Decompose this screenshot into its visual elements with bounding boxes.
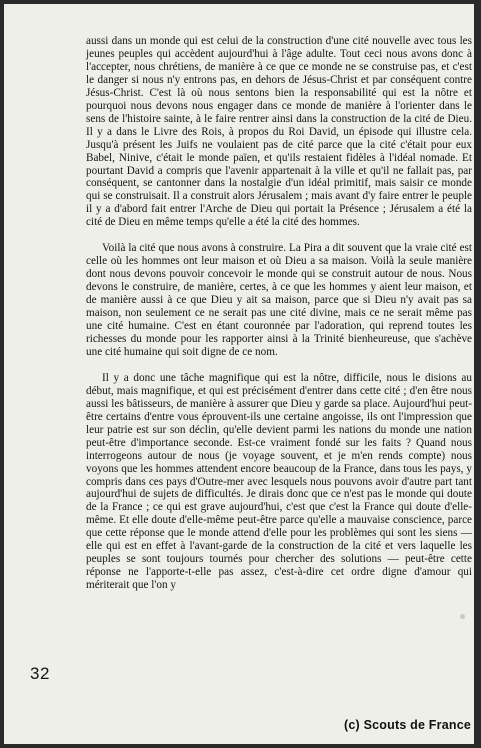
copyright-watermark: (c) Scouts de France [344, 718, 471, 732]
paragraph: aussi dans un monde qui est celui de la construction d'une cité nouvelle avec tous les jeunes peuples qui accèdent aujourd'hui à l'âge adulte. Tout ceci nous avons donc à l'accepter, nous chrétiens, de manière à ce que ce monde ne se construise pas, et c'est le danger si nous n'y entrons pas, en dehors de Jésus-Christ et par conséquent contre Jésus-Christ. C'est là où nous sentons bien la responsabilité qui est la nôtre et pourquoi nous devons nous engager dans ce monde de manière à l'orienter dans le sens de l'histoire sainte, à le faire rentrer ainsi dans la construction de la cité de Dieu. Il y a dans le Livre des Rois, à propos du Roi David, un épisode qui illustre cela. Jusqu'à présent les Juifs ne voulaient pas de cité parce que la cité c'était pour eux Babel, Ninive, c'était le monde païen, et qu'ils restaient fidèles à l'idéal nomade. Et pourtant David a compris que l'avenir appartenait à la ville et qu'il ne fallait pas, par conséquent, se cantonner dans la nostalgie d'un idéal primitif, mais saisir ce monde qui se construisait. Il a construit alors Jérusalem ; mais avant d'y faire entrer le peuple il y a d'abord fait entrer l'Arche de Dieu qui portait la Présence ; Jérusalem a été la cité de Dieu en même temps qu'elle a été la cité des hommes. [86, 35, 472, 229]
paper-speck [460, 614, 465, 619]
paragraph: Voilà la cité que nous avons à construire. La Pira a dit souvent que la vraie cité est celle où les hommes ont leur maison et où Dieu a sa maison. Voilà la seule manière dont nous devons pouvoir concevoir le monde qui se construit autour de nous. Nous devons le construire, de manière, certes, à ce que les hommes y aient leur maison, et de manière aussi à ce que Dieu y ait sa maison, parce que si Dieu n'y avait pas sa maison, non seulement ce ne serait pas une cité divine, mais ce ne serait même pas une cité humaine. C'est en étant couronnée par l'adoration, qui reprend toutes les richesses du monde pour les rapporter ainsi à la Trinité bienheureuse, que s'achève une cité humaine qui soit digne de ce nom. [86, 242, 472, 358]
scanned-page [4, 4, 474, 744]
page-number: 32 [30, 664, 50, 683]
paragraph: Il y a donc une tâche magnifique qui est la nôtre, difficile, nous le disions au début, mais magnifique, et qui est précisément d'entrer dans cette cité ; d'en être nous aussi les bâtisseurs, de manière à assurer que Dieu y garde sa place. Aujourd'hui peut-être certains d'entre vous éprouvent-ils une certaine angoisse, ils ont l'impression que leur patrie est sur son déclin, qu'elle devient parmi les nations du monde une nation peut-être d'importance seconde. Est-ce vraiment fondé sur les faits ? Quand nous interrogeons autour de nous (je voyage souvent, et je m'en rends compte) nous voyons que les hommes attendent encore beaucoup de la France, dans tous les pays, y compris dans ces pays d'Outre-mer avec lesquels nous pouvons avoir d'autre part tant aujourd'hui de sujets de difficultés. Je dirais donc que ce n'est pas le monde qui doute de la France ; ce qui est grave aujourd'hui, c'est que c'est la France qui doute d'elle-même. Et elle doute d'elle-même peut-être parce qu'elle a mauvaise conscience, parce que cette réponse que le monde attend d'elle pour les problèmes qui sont les siens — elle qui est en effet à l'avant-garde de la construction de la cité et vers laquelle les peuples se sont toujours tournés pour chercher des solutions — peut-être cette réponse ne l'apporte-t-elle pas assez, c'est-à-dire cet ordre digne d'amour qui mériterait que l'on y [86, 371, 472, 592]
body-text [86, 35, 472, 592]
